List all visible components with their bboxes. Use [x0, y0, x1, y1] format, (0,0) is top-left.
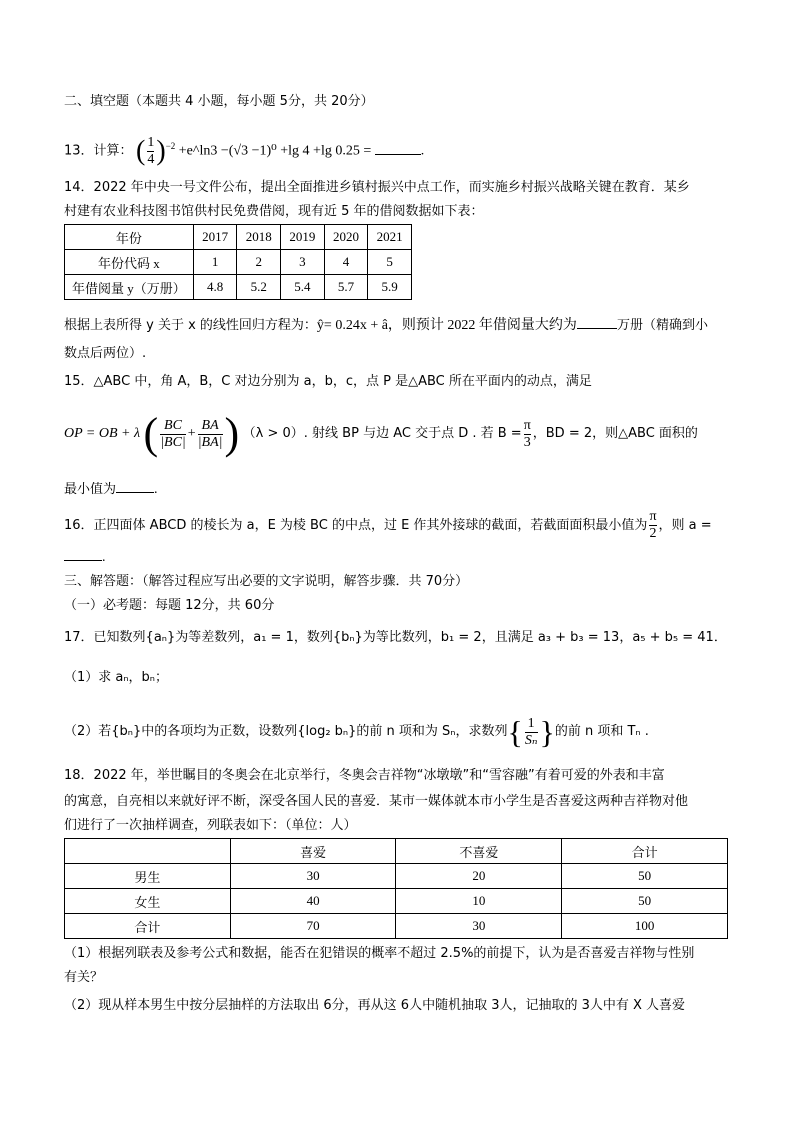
- q14-line1: 14．2022 年中央一号文件公布，提出全面推进乡镇村振兴中点工作，而实施乡村振兴战略关键在教育．某乡: [64, 180, 690, 195]
- table-cell: 10: [396, 889, 562, 914]
- table-cell: 2020: [324, 225, 368, 250]
- q16-line2: .: [64, 546, 106, 568]
- q18-part1-line1: （1）根据列联表及参考公式和数据，能否在犯错误的概率不超过 2.5%的前提下，认为是否喜爱吉祥物与性别: [64, 946, 695, 961]
- table-row: [65, 839, 728, 864]
- table-row: [65, 250, 412, 275]
- table-cell: 5.4: [281, 275, 325, 300]
- table-cell: 女生: [65, 889, 231, 914]
- q17-part2: （2）若{bₙ}中的各项均为正数，设数列{log₂ bₙ}的前 n 项和为 Sₙ，求数列{ $\frac{1}{\text{Sₙ}}$ }的前 n 项和 Tₙ .: [64, 714, 649, 750]
- table-cell: 5: [368, 250, 412, 275]
- q13-expression: +e^ln3 −(√3 −1)⁰ +lg 4 +lg 0.25 =: [178, 143, 372, 159]
- table-cell: 年借阅量 y（万册）: [65, 275, 194, 300]
- q15-angle-fraction: $\frac{\pi}{3}$: [523, 417, 531, 450]
- table-cell: 合计: [65, 914, 231, 939]
- q18-line3: 们进行了一次抽样调查，列联表如下：（单位：人）: [64, 818, 357, 833]
- q14-line4: 数点后两位）.: [64, 346, 147, 361]
- q14-line2: 村建有农业科技图书馆供村民免费借阅，现有近 5 年的借阅数据如下表：: [64, 204, 484, 219]
- q16-fraction: $\frac{\pi}{2}$: [649, 509, 657, 542]
- q14-data-table: [64, 224, 412, 300]
- table-cell: 年份: [65, 225, 194, 250]
- table-cell: 合计: [562, 839, 728, 864]
- table-cell: 30: [396, 914, 562, 939]
- table-cell: 1: [193, 250, 237, 275]
- table-cell: 5.9: [368, 275, 412, 300]
- q15-line2: OP = OB + λ ( $\frac{BC}{|BC|}$ + $\frac{BA}{|BA|}$ ) （λ > 0）. 射线 BP 与边 AC 交于点 D . 若 B = $\frac{\pi}{3}$ ，BD = 2，则△ABC 面积的: [64, 409, 698, 458]
- table-cell: 2018: [237, 225, 281, 250]
- q13-fraction: $\frac{1}{4}$: [147, 134, 155, 167]
- table-cell: 2017: [193, 225, 237, 250]
- q15-line3: 最小值为 .: [64, 478, 158, 500]
- table-cell: 20: [396, 864, 562, 889]
- q15-answer-blank[interactable]: [116, 478, 154, 493]
- table-row: [65, 914, 728, 939]
- table-cell: 2021: [368, 225, 412, 250]
- q16-line1: 16．正四面体 ABCD 的棱长为 a，E 为棱 BC 的中点，过 E 作其外接球的截面，若截面面积最小值为 $\frac{\pi}{2}$ ，则 a =: [64, 509, 712, 542]
- table-cell: [65, 839, 231, 864]
- q17-fraction: $\frac{1}{\text{Sₙ}}$: [524, 715, 538, 748]
- section-title: 二、填空题（本题共 4 小题，每小题 5分，共 20分）: [64, 94, 374, 109]
- q18-part2: （2）现从样本男生中按分层抽样的方法取出 6分，再从这 6人中随机抽取 3人，记抽取的 3人中有 X 人喜爱: [64, 998, 686, 1013]
- q13-prefix: 13．计算：: [64, 143, 133, 159]
- q18-part1-line2: 有关？: [64, 970, 104, 985]
- table-cell: 5.7: [324, 275, 368, 300]
- q14-line3: 根据上表所得 y 关于 x 的线性回归方程为：ŷ= 0.24x + â，则预计 2022 年借阅量大约为 万册（精确到小: [64, 314, 708, 336]
- table-cell: 40: [230, 889, 396, 914]
- subsection-title: （一）必考题：每题 12分，共 60分: [64, 598, 275, 613]
- q18-line2: 的寓意，自亮相以来就好评不断，深受各国人民的喜爱．某市一媒体就本市小学生是否喜爱这两种吉祥物对他: [64, 794, 689, 809]
- table-cell: 4.8: [193, 275, 237, 300]
- table-cell: 4: [324, 250, 368, 275]
- q13-answer-blank[interactable]: [375, 140, 421, 155]
- q15-vector-ba: $\frac{BA}{|BA|}$: [197, 417, 223, 450]
- q14-answer-blank[interactable]: [577, 314, 617, 329]
- q17-part1: （1）求 aₙ，bₙ；: [64, 670, 168, 685]
- q18-line1: 18．2022 年，举世瞩目的冬奥会在北京举行，冬奥会吉祥物“冰墩墩”和“雪容融”有着可爱的外表和丰富: [64, 768, 665, 783]
- table-row: [65, 225, 412, 250]
- table-cell: 100: [562, 914, 728, 939]
- table-cell: 50: [562, 864, 728, 889]
- table-cell: 30: [230, 864, 396, 889]
- table-cell: 男生: [65, 864, 231, 889]
- q17-line1: 17．已知数列{aₙ}为等差数列，a₁ = 1，数列{bₙ}为等比数列，b₁ = 2，且满足 a₃ + b₃ = 13，a₅ + b₅ = 41．: [64, 630, 727, 645]
- question-13: 13．计算： ( $\frac{1}{4}$ )$^{-2}$ +e^ln3 −(√3 −1)⁰ +lg 4 +lg 0.25 = .: [64, 134, 425, 167]
- table-cell: 年份代码 x: [65, 250, 194, 275]
- table-cell: 5.2: [237, 275, 281, 300]
- table-cell: 2019: [281, 225, 325, 250]
- q15-line1: 15．△ABC 中，角 A，B，C 对边分别为 a，b，c，点 P 是△ABC 所在平面内的动点，满足: [64, 374, 592, 389]
- q13-exponent: −2: [165, 141, 176, 151]
- table-cell: 不喜爱: [396, 839, 562, 864]
- table-row: [65, 889, 728, 914]
- table-cell: 70: [230, 914, 396, 939]
- table-cell: 3: [281, 250, 325, 275]
- table-cell: 喜爱: [230, 839, 396, 864]
- table-cell: 50: [562, 889, 728, 914]
- section-title: 三、解答题：（解答过程应写出必要的文字说明，解答步骤．共 70分）: [64, 574, 469, 589]
- q18-contingency-table: [64, 838, 728, 939]
- q16-answer-blank[interactable]: [64, 546, 102, 561]
- q15-vector-bc: $\frac{BC}{|BC|}$: [160, 417, 186, 450]
- table-row: [65, 275, 412, 300]
- table-row: [65, 864, 728, 889]
- table-cell: 2: [237, 250, 281, 275]
